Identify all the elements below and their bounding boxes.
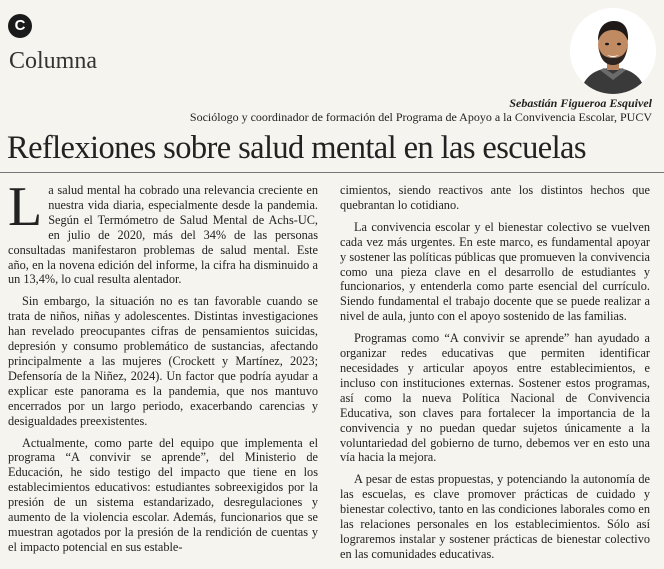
author-role: Sociólogo y coordinador de formación del Programa de Apoyo a la Convivencia Escolar, PUCV (189, 110, 652, 124)
paragraph: cimientos, siendo reactivos ante los distintos hechos que quebrantan lo cotidiano. (340, 183, 650, 212)
paragraph-text: a salud mental ha cobrado una relevancia creciente en nuestra vida diaria, especialmente desde la pandemia. Según el Termómetro de Salud Mental de Achs-UC, en julio de 2020, más del 34% de las personas consultadas manifestaron problemas de salud mental. Este año, en la novena edición del informe, la cifra ha disminuido a un 13,4%, lo cual resulta alentador. (8, 183, 318, 287)
paragraph: A pesar de estas propuestas, y potenciando la autonomía de las escuelas, es clave promover prácticas de cuidado y bienestar colectivo, tanto en las condiciones laborales como en las relaciones personales en los establecimientos. Sólo así lograremos instalar y sostener prácticas de bienestar colectivo en las comunidades educativas. (340, 472, 650, 561)
headline-divider (0, 172, 664, 173)
author-name: Sebastián Figueroa Esquivel (509, 96, 652, 110)
section-label: Columna (9, 48, 97, 74)
author-block (190, 96, 652, 124)
section-badge: C (8, 14, 32, 38)
article-headline: Reflexiones sobre salud mental en las escuelas (7, 130, 586, 166)
article-column-1 (8, 176, 318, 562)
paragraph: Programas como “A convivir se aprende” han ayudado a organizar redes educativas que permiten identificar necesidades y articular apoyos entre establecimientos, e incluso con instituciones externas. Sostener estos programas, así como la nueva Política Nacional de Convivencia Educativa, son claves para fortalecer la importancia de la convivencia y no puedan quedar sujetos únicamente a la voluntariedad del gobierno de turno, debemos ver en esto una vía hacia la mejora. (340, 331, 650, 465)
author-portrait-icon (570, 8, 656, 94)
paragraph: Sin embargo, la situación no es tan favorable cuando se trata de niños, niñas y adolescentes. Distintas investigaciones han revelado preocupantes cifras de pensamientos suicidas, depresión y consumo problemático de sustancias, afectando principalmente a las mujeres (Crockett y Martínez, 2023; Defensoría de la Niñez, 2024). Un factor que podría ayudar a explicar este panorama es la pandemia, que nos mantuvo encerrados por un largo periodo, exacerbando carencias y desigualdades preexistentes. (8, 294, 318, 428)
drop-cap: L (8, 176, 43, 238)
paragraph: La convivencia escolar y el bienestar colectivo se vuelven cada vez más urgentes. En este marco, es fundamental apoyar y sostener las políticas públicas que promueven la convivencia como una pieza clave en el desarrollo de estudiantes y funcionarios, y entenderla como parte esencial del currículo. Siendo fundamental el trabajo docente que se puede realizar a nivel de aula, junto con el apoyo sostenido de las familias. (340, 219, 650, 324)
paragraph (8, 176, 318, 287)
article-column-2 (340, 183, 650, 569)
paragraph: Actualmente, como parte del equipo que implementa el programa “A convivir se aprende”, del Ministerio de Educación, he sido testigo del impacto que tiene en los establecimientos educativos: estudiantes sobreexigidos por la presión de un sistema estandarizado, desregulaciones y aumento de la violencia escolar. Además, funcionarios que se muestran agotados por la presión de la rendición de cuentas y el impacto potencial en sus estable- (8, 435, 318, 554)
